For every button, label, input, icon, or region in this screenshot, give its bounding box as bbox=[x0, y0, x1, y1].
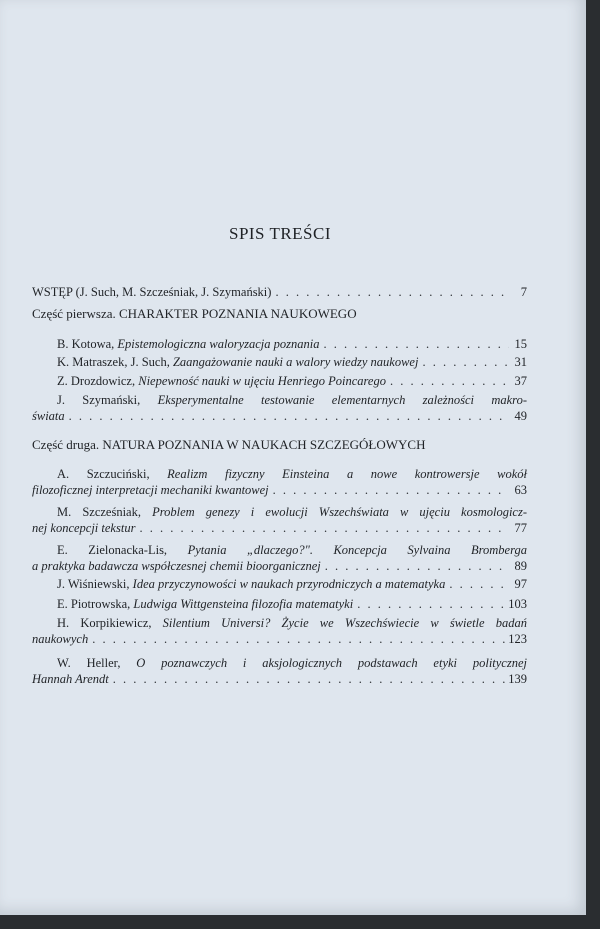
entry-title: Pytania „dlaczego?". Koncepcja Sylvaina Bromberga bbox=[187, 543, 527, 557]
entry-text: WSTĘP (J. Such, M. Szcześniak, J. Szymański) bbox=[32, 285, 272, 299]
entry-author: J. Wiśniewski, bbox=[57, 577, 133, 591]
entry-title: Niepewność nauki w ujęciu Henriego Poincarego bbox=[138, 374, 386, 388]
page-number: 15 bbox=[514, 337, 527, 351]
entry-author: M. Szcześniak, bbox=[57, 505, 153, 519]
entry-author: E. Zielonacka-Lis, bbox=[57, 543, 188, 557]
entry-title: O poznawczych i aksjologicznych podstawach etyki politycznej bbox=[136, 656, 527, 670]
dot-leader bbox=[353, 596, 508, 612]
dot-leader bbox=[418, 354, 509, 370]
dot-leader bbox=[320, 336, 510, 352]
toc-entry bbox=[57, 336, 527, 352]
entry-title-continued: filozoficznej interpretacji mechaniki kwantowej bbox=[32, 483, 269, 497]
entry-title: Realizm fizyczny Einsteina a nowe kontrowersje wokół bbox=[167, 467, 528, 481]
dot-leader bbox=[386, 373, 509, 389]
toc-entry bbox=[32, 392, 527, 424]
entry-title-continued: Hannah Arendt bbox=[32, 672, 109, 686]
entry-author: H. Korpikiewicz, bbox=[57, 616, 163, 630]
entry-title: Silentium Universi? Życie we Wszechświecie w świetle badań bbox=[162, 616, 527, 630]
page-number: 31 bbox=[514, 355, 527, 369]
entry-title-continued: a praktyka badawcza współczesnej chemii bioorganicznej bbox=[32, 559, 321, 573]
dot-leader bbox=[269, 482, 509, 498]
page-number: 7 bbox=[520, 285, 527, 299]
page-number: 63 bbox=[514, 483, 527, 497]
dot-leader bbox=[109, 671, 509, 687]
toc-entry bbox=[32, 504, 527, 536]
entry-title: Zaangażowanie nauki a walory wiedzy naukowej bbox=[172, 355, 419, 369]
part-two-heading: Część druga. NATURA POZNANIA W NAUKACH SZCZEGÓŁOWYCH bbox=[32, 437, 426, 452]
toc-entry bbox=[57, 354, 527, 370]
entry-title-continued: nej koncepcji tekstur bbox=[32, 521, 136, 535]
dot-leader bbox=[271, 284, 509, 300]
toc-entry-intro bbox=[32, 284, 527, 300]
dot-leader bbox=[65, 408, 509, 424]
part-one-heading: Część pierwsza. CHARAKTER POZNANIA NAUKOWEGO bbox=[32, 306, 357, 321]
entry-author: W. Heller, bbox=[57, 656, 137, 670]
entry-author: Z. Drozdowicz, bbox=[57, 374, 139, 388]
entry-author: E. Piotrowska, bbox=[57, 597, 134, 611]
toc-entry bbox=[32, 615, 527, 647]
page-title: SPIS TREŚCI bbox=[228, 224, 332, 243]
toc-entry bbox=[57, 373, 527, 389]
entry-title: Ludwiga Wittgensteina filozofia matematyki bbox=[133, 597, 354, 611]
entry-title: Epistemologiczna waloryzacja poznania bbox=[117, 337, 320, 351]
page-number: 89 bbox=[514, 559, 527, 573]
page-number: 49 bbox=[514, 409, 527, 423]
page-number: 37 bbox=[514, 374, 527, 388]
page-number: 77 bbox=[514, 521, 527, 535]
entry-title: Idea przyczynowości w naukach przyrodniczych a matematyka bbox=[132, 577, 446, 591]
toc-entry bbox=[57, 576, 527, 592]
entry-title: Eksperymentalne testowanie elementarnych zależności makro- bbox=[157, 393, 527, 407]
entry-title: Problem genezy i ewolucji Wszechświata w ujęciu kosmologicz- bbox=[152, 505, 527, 519]
dot-leader bbox=[88, 631, 508, 647]
page-number: 103 bbox=[508, 597, 527, 611]
entry-title-continued: świata bbox=[32, 409, 65, 423]
dot-leader bbox=[321, 558, 509, 574]
entry-author: A. Szczuciński, bbox=[57, 467, 168, 481]
entry-title-continued: naukowych bbox=[32, 632, 89, 646]
toc-entry bbox=[32, 542, 527, 574]
toc-entry bbox=[57, 596, 527, 612]
page-number: 97 bbox=[514, 577, 527, 591]
toc-entry bbox=[32, 466, 527, 498]
entry-author: B. Kotowa, bbox=[57, 337, 118, 351]
page-number: 123 bbox=[508, 632, 527, 646]
entry-author: K. Matraszek, J. Such, bbox=[57, 355, 173, 369]
page-number: 139 bbox=[508, 672, 527, 686]
dot-leader bbox=[135, 520, 509, 536]
toc-entry bbox=[32, 655, 527, 687]
entry-author: J. Szymański, bbox=[57, 393, 158, 407]
dot-leader bbox=[445, 576, 509, 592]
